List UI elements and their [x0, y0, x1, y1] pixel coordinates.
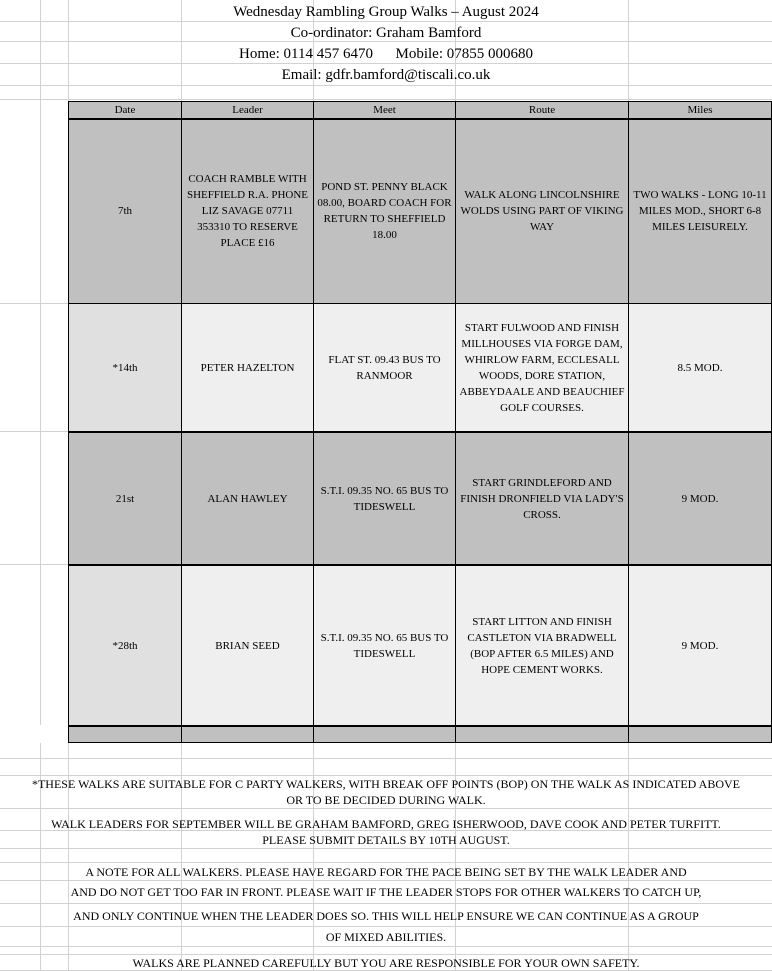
- pace-note-line-1: A NOTE FOR ALL WALKERS. PLEASE HAVE REGARD FOR THE PACE BEING SET BY THE WALK LEADER AND: [85, 865, 687, 879]
- date-cell: *14th: [69, 304, 182, 432]
- page-title: Wednesday Rambling Group Walks – August 2024: [233, 4, 539, 20]
- date-cell: 21st: [69, 432, 182, 565]
- gridline: [0, 926, 772, 927]
- table-footer-row: [69, 726, 772, 742]
- pace-note-line-3: AND ONLY CONTINUE WHEN THE LEADER DOES SO. THIS WILL HELP ENSURE WE CAN CONTINUE AS A GROUP: [73, 909, 699, 923]
- miles-cell: TWO WALKS - LONG 10-11 MILES MOD., SHORT 6-8 MILES LEISURELY.: [629, 119, 772, 304]
- gridline: [0, 848, 772, 849]
- gridline: [0, 946, 772, 947]
- table-row: [69, 304, 772, 432]
- gridline: [0, 880, 772, 881]
- table-row: [69, 432, 772, 565]
- empty-cell: [456, 726, 629, 742]
- empty-cell: [314, 726, 456, 742]
- meet-cell: S.T.I. 09.35 NO. 65 BUS TO TIDESWELL: [314, 565, 456, 726]
- gridline: [0, 303, 68, 304]
- gridline: [0, 21, 772, 22]
- miles-cell: 8.5 MOD.: [629, 304, 772, 432]
- route-cell: START FULWOOD AND FINISH MILLHOUSES VIA FORGE DAM, WHIRLOW FARM, ECCLESALL WOODS, DORE STATION, ABBEYDAALE AND BEAUCHIEF GOLF COURSES.: [456, 304, 629, 432]
- column-header-date: Date: [69, 102, 182, 119]
- meet-cell: S.T.I. 09.35 NO. 65 BUS TO TIDESWELL: [314, 432, 456, 565]
- column-header-miles: Miles: [629, 102, 772, 119]
- empty-cell: [69, 726, 182, 742]
- empty-cell: [182, 726, 314, 742]
- meet-cell: FLAT ST. 09.43 BUS TO RANMOOR: [314, 304, 456, 432]
- leader-cell: PETER HAZELTON: [182, 304, 314, 432]
- c-party-note-line-2: OR TO BE DECIDED DURING WALK.: [286, 793, 486, 807]
- column-header-route: Route: [456, 102, 629, 119]
- table-header-row: [69, 102, 772, 119]
- safety-note: WALKS ARE PLANNED CAREFULLY BUT YOU ARE RESPONSIBLE FOR YOUR OWN SAFETY.: [132, 956, 640, 970]
- leader-cell: BRIAN SEED: [182, 565, 314, 726]
- leaders-note-line-1: WALK LEADERS FOR SEPTEMBER WILL BE GRAHAM BAMFORD, GREG ISHERWOOD, DAVE COOK AND PETER TURFITT.: [51, 817, 721, 831]
- leaders-note-line-2: PLEASE SUBMIT DETAILS BY 10TH AUGUST.: [262, 833, 510, 847]
- table-row: [69, 565, 772, 726]
- route-cell: START LITTON AND FINISH CASTLETON VIA BRADWELL (BOP AFTER 6.5 MILES) AND HOPE CEMENT WORKS.: [456, 565, 629, 726]
- date-cell: 7th: [69, 119, 182, 304]
- column-header-meet: Meet: [314, 102, 456, 119]
- pace-note-line-2: AND DO NOT GET TOO FAR IN FRONT. PLEASE WAIT IF THE LEADER STOPS FOR OTHER WALKERS TO CATCH UP,: [70, 885, 702, 899]
- email-line: Email: gdfr.bamford@tiscali.co.uk: [281, 67, 491, 83]
- miles-cell: 9 MOD.: [629, 432, 772, 565]
- gridline: [0, 808, 772, 809]
- leader-cell: COACH RAMBLE WITH SHEFFIELD R.A. PHONE LIZ SAVAGE 07711 353310 TO RESERVE PLACE £16: [182, 119, 314, 304]
- table-row: [69, 119, 772, 304]
- miles-cell: 9 MOD.: [629, 565, 772, 726]
- phone-line: Home: 0114 457 6470 Mobile: 07855 000680: [238, 46, 534, 62]
- date-cell: *28th: [69, 565, 182, 726]
- route-cell: START GRINDLEFORD AND FINISH DRONFIELD VIA LADY'S CROSS.: [456, 432, 629, 565]
- empty-cell: [629, 726, 772, 742]
- gridline: [0, 99, 772, 100]
- gridline: [0, 758, 772, 759]
- gridline: [0, 903, 772, 904]
- gridline: [0, 63, 772, 64]
- gridline: [0, 564, 68, 565]
- gridline: [0, 431, 68, 432]
- gridline: [0, 85, 772, 86]
- gridline: [40, 101, 41, 725]
- route-cell: WALK ALONG LINCOLNSHIRE WOLDS USING PART OF VIKING WAY: [456, 119, 629, 304]
- column-header-leader: Leader: [182, 102, 314, 119]
- meet-cell: POND ST. PENNY BLACK 08.00, BOARD COACH FOR RETURN TO SHEFFIELD 18.00: [314, 119, 456, 304]
- coordinator-line: Co-ordinator: Graham Bamford: [290, 25, 482, 41]
- gridline: [0, 862, 772, 863]
- c-party-note-line-1: *THESE WALKS ARE SUITABLE FOR C PARTY WALKERS, WITH BREAK OFF POINTS (BOP) ON THE WALK AS INDICATED ABOVE: [31, 777, 741, 791]
- pace-note-line-4: OF MIXED ABILITIES.: [325, 930, 447, 944]
- walks-table: [68, 101, 772, 743]
- leader-cell: ALAN HAWLEY: [182, 432, 314, 565]
